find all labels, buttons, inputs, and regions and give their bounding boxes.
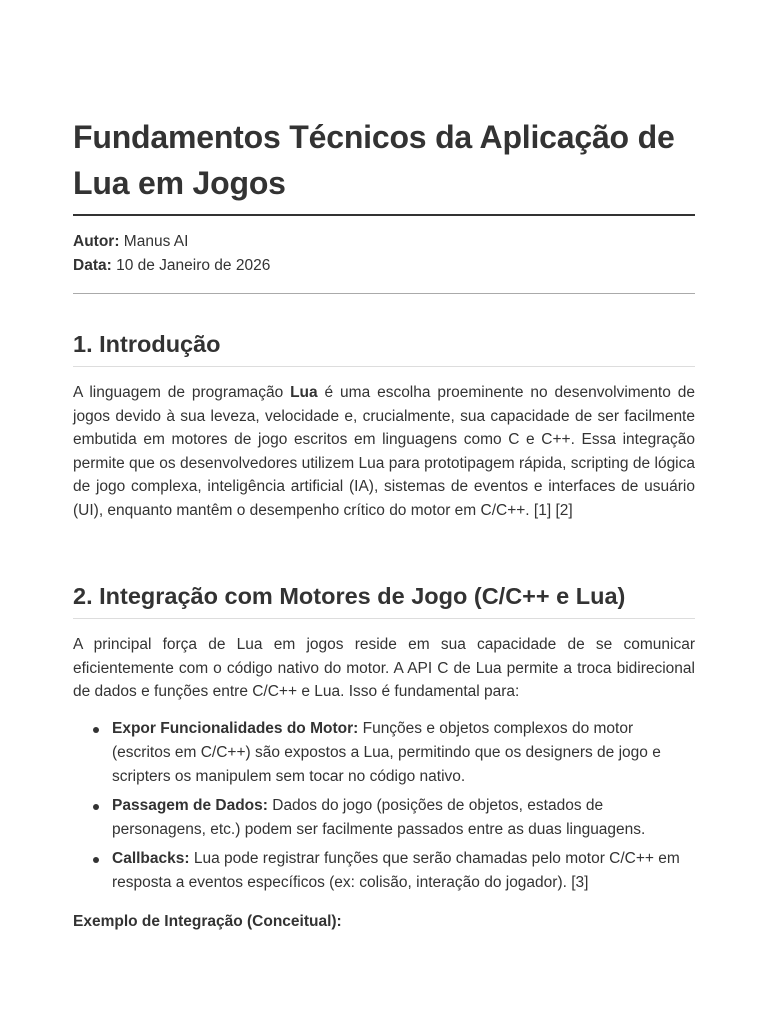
bullet-icon xyxy=(93,857,99,863)
intro-paragraph xyxy=(73,381,695,522)
list-item-label: Passagem de Dados: xyxy=(112,797,268,814)
intro-text-end: é uma escolha proeminente no desenvolvimento de jogos devido à sua leveza, velocidade e, crucialmente, sua capacidade de ser facilmente embutida em motores de jogo escritos em linguagens como C e C++. Essa integração permite que os desenvolvedores utilizem Lua para prototipagem rápida, scripting de lógica de jogo complexa, inteligência artificial (IA), sistemas de eventos e interfaces de usuário (UI), enquanto mantêm o desempenho crítico do motor em C/C++. [1] [2] xyxy=(73,384,695,519)
author-label: Autor: xyxy=(73,233,120,250)
meta-divider xyxy=(73,293,695,294)
list-item xyxy=(73,847,695,895)
list-item-text: Lua pode registrar funções que serão chamadas pelo motor C/C++ em resposta a eventos específicos (ex: colisão, interação do jogador). [3] xyxy=(112,850,680,891)
list-item xyxy=(73,717,695,789)
section-heading-introducao: 1. Introdução xyxy=(73,331,221,357)
list-item-label: Callbacks: xyxy=(112,850,190,867)
author-line xyxy=(73,230,695,254)
list-item-text: Funções e objetos complexos do motor (escritos em C/C++) são expostos a Lua, permitindo que os designers de jogo e scripters os manipulem sem tocar no código nativo. xyxy=(112,720,661,785)
date-line xyxy=(73,254,695,278)
section-heading-integracao: 2. Integração com Motores de Jogo (C/C++ e Lua) xyxy=(73,583,626,609)
integration-list xyxy=(73,717,695,900)
section-divider xyxy=(73,366,695,367)
list-item-label: Expor Funcionalidades do Motor: xyxy=(112,720,359,737)
list-item-text: Dados do jogo (posições de objetos, estados de personagens, etc.) podem ser facilmente passados entre as duas linguagens. xyxy=(112,797,646,838)
document-title: Fundamentos Técnicos da Aplicação de Lua em Jogos xyxy=(73,119,675,201)
intro-text-bold: Lua xyxy=(290,384,318,401)
author-value: Manus AI xyxy=(119,233,189,250)
integration-paragraph: A principal força de Lua em jogos reside em sua capacidade de se comunicar eficientemente com o código nativo do motor. A API C de Lua permite a troca bidirecional de dados e funções entre C/C++ e Lua. Isso é fundamental para: xyxy=(73,636,695,700)
date-label: Data: xyxy=(73,257,112,274)
intro-text-start: A linguagem de programação xyxy=(73,384,291,401)
title-divider xyxy=(73,214,695,216)
date-value: 10 de Janeiro de 2026 xyxy=(111,257,271,274)
bullet-icon xyxy=(93,804,99,810)
example-label: Exemplo de Integração (Conceitual): xyxy=(73,913,342,930)
list-item xyxy=(73,794,695,842)
section-divider xyxy=(73,618,695,619)
bullet-icon xyxy=(93,727,99,733)
